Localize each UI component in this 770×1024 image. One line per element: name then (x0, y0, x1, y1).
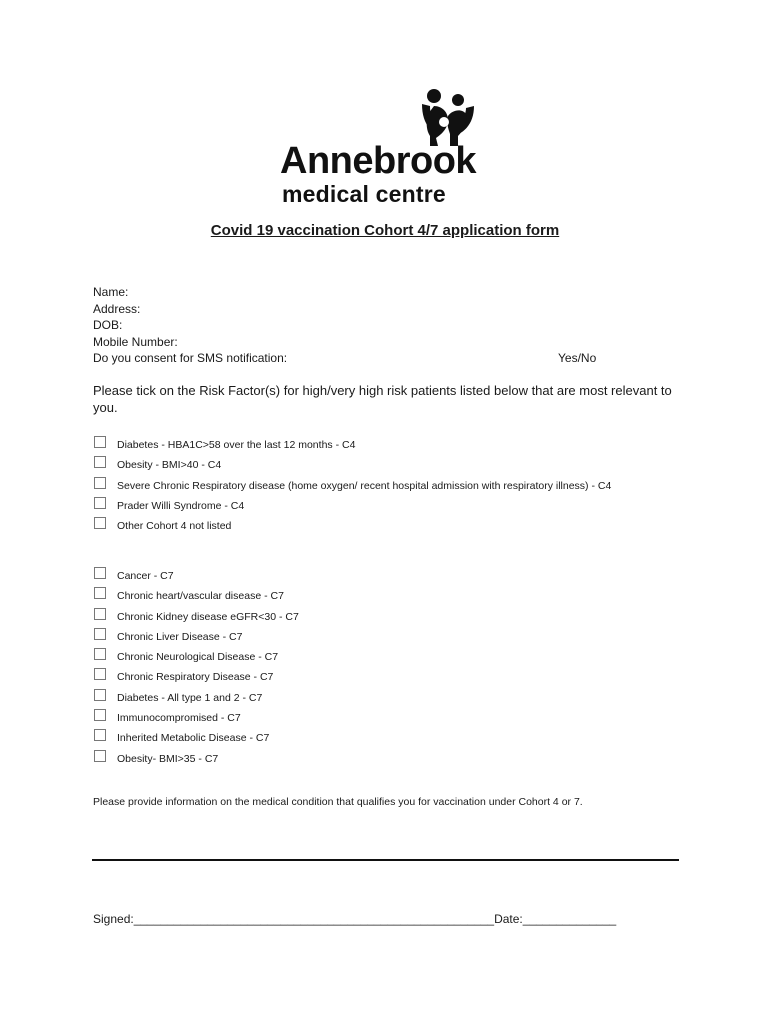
logo-name-line2: medical centre (282, 181, 446, 207)
mobile-number-field[interactable] (93, 334, 613, 351)
address-field[interactable] (93, 301, 613, 318)
checkbox[interactable] (94, 477, 106, 489)
dob-field[interactable] (93, 317, 613, 334)
checkbox[interactable] (94, 608, 106, 620)
checkbox[interactable] (94, 587, 106, 599)
checkbox[interactable] (94, 689, 106, 701)
risk-factor-instruction: Please tick on the Risk Factor(s) for high/very high risk patients listed below that are most relevant to you. (93, 383, 672, 415)
name-label: Name: (93, 285, 129, 299)
checklist-item-label: Chronic heart/vascular disease - C7 (117, 590, 284, 603)
checklist-item-label: Obesity- BMI>35 - C7 (117, 752, 219, 765)
checklist-item-label: Cancer - C7 (117, 570, 174, 582)
checklist-item-label: Prader Willi Syndrome - C4 (117, 499, 245, 512)
clinic-logo (278, 86, 498, 206)
checklist-item-label: Immunocompromised - C7 (117, 712, 241, 725)
checkbox[interactable] (94, 750, 106, 762)
checkbox[interactable] (94, 517, 106, 529)
checkbox[interactable] (94, 567, 106, 579)
signature-date-line[interactable]: Signed:______________________________________________________Date:______________ (93, 912, 617, 926)
mobile-number-label: Mobile Number: (93, 334, 178, 349)
checklist-item-label: Diabetes - HBA1C>58 over the last 12 months - C4 (117, 439, 356, 451)
checkbox[interactable] (94, 456, 106, 468)
checklist-item-label: Chronic Liver Disease - C7 (117, 630, 243, 643)
people-hands-icon (408, 86, 488, 146)
personal-details (93, 284, 613, 367)
checklist-item-label: Chronic Neurological Disease - C7 (117, 651, 279, 664)
dob-label: DOB: (93, 318, 123, 332)
checkbox[interactable] (94, 648, 106, 660)
checklist-item-label: Obesity - BMI>40 - C4 (117, 459, 222, 472)
checklist-item-label: Other Cohort 4 not listed (117, 520, 232, 533)
logo-name-line1: Annebrook (280, 140, 477, 182)
form-title: Covid 19 vaccination Cohort 4/7 application form (210, 222, 560, 239)
sms-consent-option[interactable]: Yes/No (558, 351, 597, 365)
checklist-item-label: Chronic Respiratory Disease - C7 (117, 671, 274, 684)
checkbox[interactable] (94, 709, 106, 721)
medical-condition-note: Please provide information on the medical condition that qualifies you for vaccination under Cohort 4 or 7. (93, 796, 583, 808)
checklist-item-label: Diabetes - All type 1 and 2 - C7 (117, 691, 263, 704)
checklist-item-label: Inherited Metabolic Disease - C7 (117, 732, 270, 745)
checkbox[interactable] (94, 729, 106, 741)
sms-consent-label: Do you consent for SMS notification: (93, 351, 288, 365)
checkbox[interactable] (94, 436, 106, 448)
checkbox[interactable] (94, 497, 106, 509)
checkbox[interactable] (94, 628, 106, 640)
checkbox[interactable] (94, 668, 106, 680)
answer-line[interactable] (92, 859, 679, 861)
checklist-item-label: Chronic Kidney disease eGFR<30 - C7 (117, 610, 299, 623)
address-label: Address: (93, 301, 141, 316)
sms-consent-field[interactable] (93, 350, 613, 367)
checklist-item-label: Severe Chronic Respiratory disease (home oxygen/ recent hospital admission with respiratory illness) - C4 (117, 479, 612, 492)
name-field[interactable] (93, 284, 613, 301)
